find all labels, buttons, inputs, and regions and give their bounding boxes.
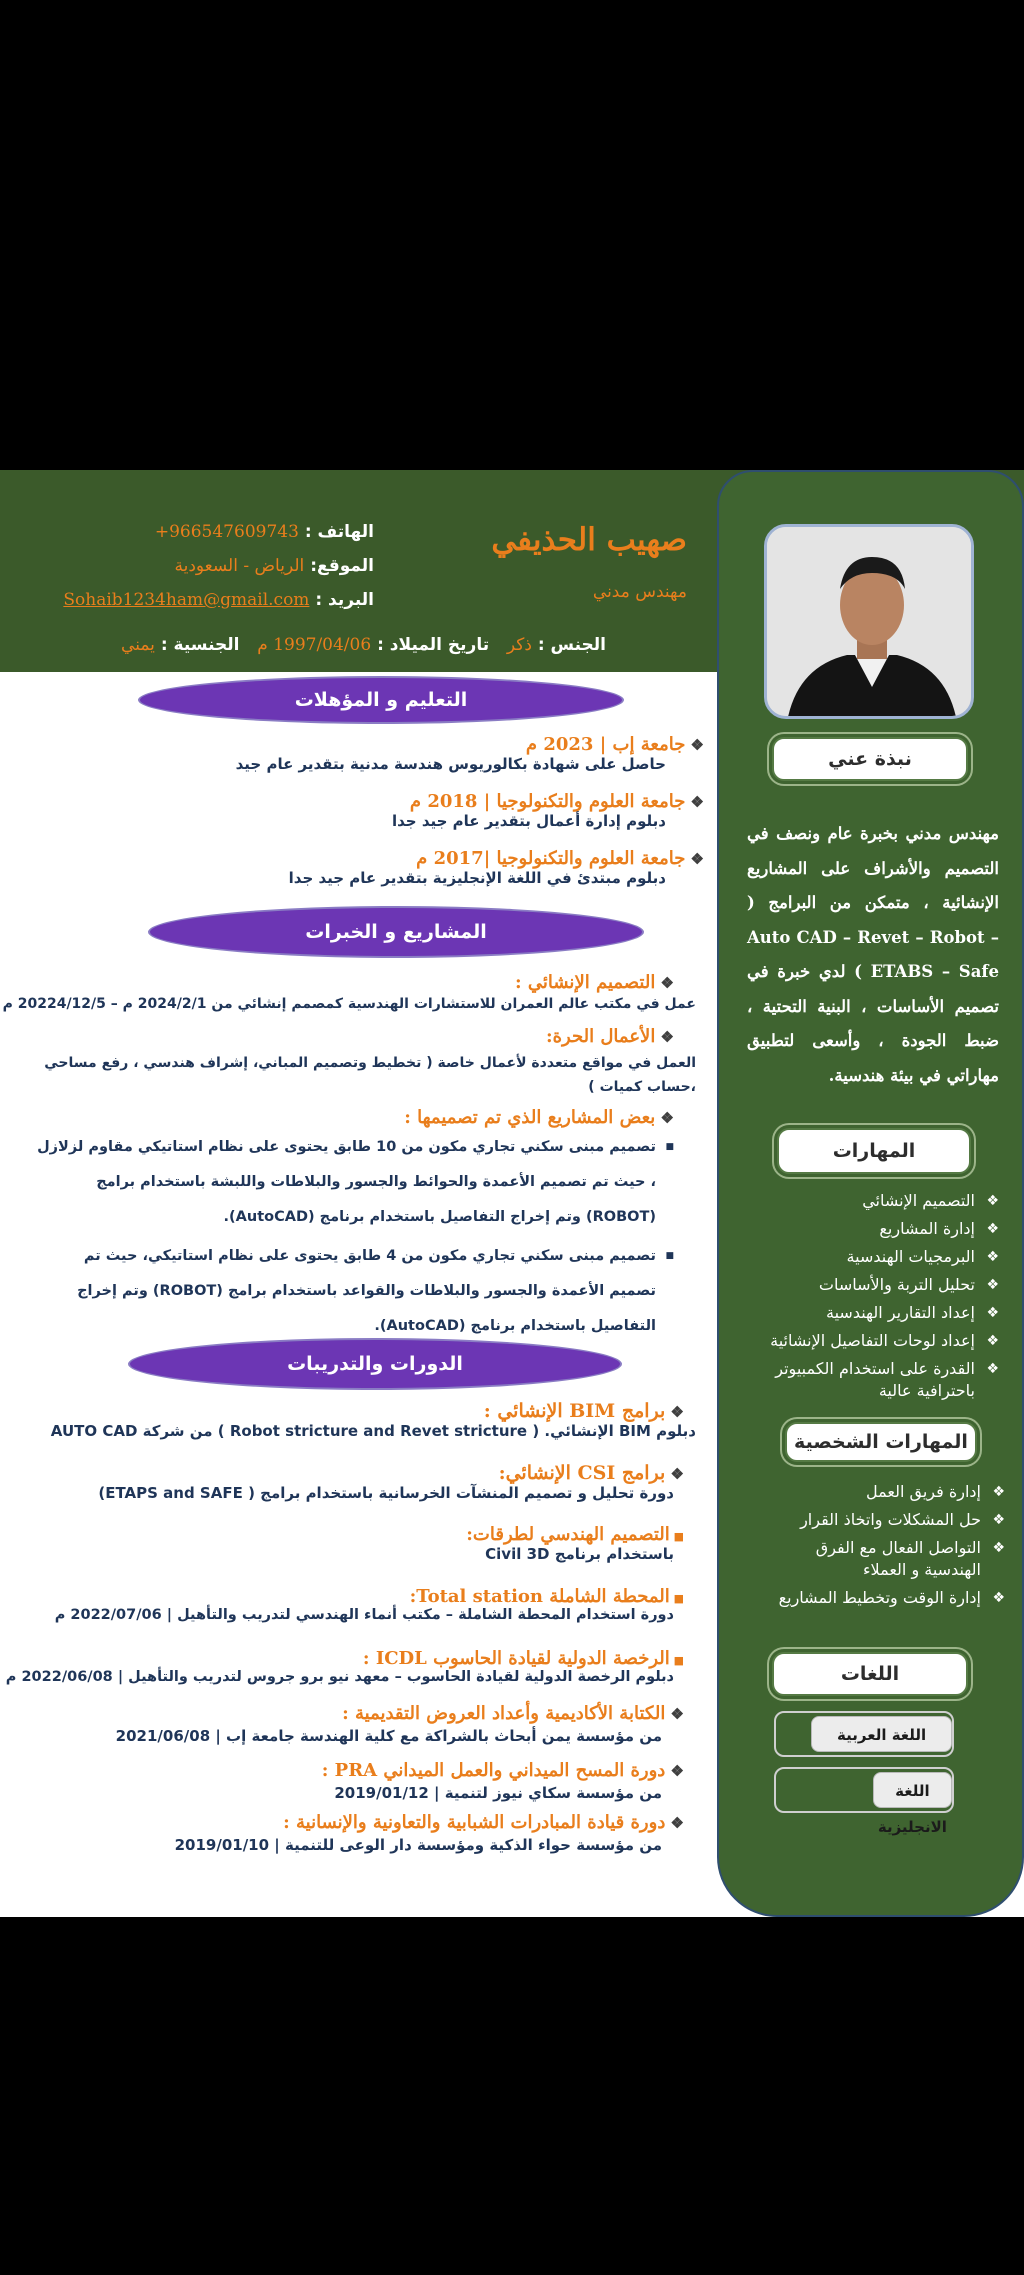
- soft-skill-item: ❖ حل المشكلات واتخاذ القرار: [755, 1509, 1005, 1531]
- courses-section-title: الدورات والتدريبات: [128, 1338, 622, 1390]
- structural-desc: عمل في مكتب عالم العمران للاستشارات الهندسية كمصمم إنشائي من 2024/2/1 م – 20224/12/5 م: [2, 996, 696, 1012]
- freelance-desc: العمل في مواقع متعددة لأعمال خاصة ( تخطيط وتصميم المباني، إشراف هندسي ، رفع مساحي ،حساب كميات ): [44, 1055, 696, 1095]
- course-item: ■ المحطة الشاملة Total station: دورة استخدام المحطة الشاملة – مكتب أنماء الهندسي لتدريب والتأهيل | 2022/07/06 م: [6, 1586, 684, 1648]
- resume-page: [0, 470, 1024, 1917]
- soft-skill-item: ❖ إدارة فريق العمل: [755, 1481, 1005, 1503]
- courses-list: [5, 1400, 696, 1864]
- personal-info-row: الجنس : ذكر تاريخ الميلاد : 1997/04/06 م الجنسية : يمني: [121, 635, 606, 655]
- freelance-title: ❖ الأعمال الحرة:: [3, 1026, 674, 1047]
- skill-item: ❖ إعداد لوحات التفاصيل الإنشائية: [749, 1330, 999, 1352]
- soft-skill-item: ❖ التواصل الفعال مع الفرق الهندسية و العملاء: [755, 1537, 1005, 1581]
- projects-title: ❖ بعض المشاريع الذي تم تصميمها :: [3, 1107, 674, 1128]
- project-item: ■ تصميم مبنى سكني تجاري مكون من 10 طابق يحتوى على نظام استاتيكي مقاوم لزلازل ، حيث تم تصميم الأعمدة والحوائط والجسور والبلاطات واللبشة باستخدام برامج (ROBOT) وتم إخراج التفاصيل باستخدام برنامج (AutoCAD).: [34, 1130, 674, 1235]
- skill-item: ❖ القدرة على استخدام الكمبيوتر باحترافية عالية: [749, 1358, 999, 1402]
- profile-photo: [764, 524, 974, 719]
- education-list: [236, 734, 704, 905]
- course-item: ■ التصميم الهندسي لطرقات: باستخدام برنامج Civil 3D: [6, 1524, 684, 1586]
- contact-location: الموقع: الرياض - السعودية: [174, 556, 374, 576]
- skill-item: ❖ البرمجيات الهندسية: [749, 1246, 999, 1268]
- email-link[interactable]: Sohaib1234ham@gmail.com: [63, 590, 310, 610]
- person-title: مهندس مدني: [592, 582, 687, 602]
- language-level-bar: اللغة العربية: [811, 1716, 952, 1752]
- education-item: ❖ جامعة العلوم والتكنولوجيا | 2018 م دبلوم إدارة أعمال بتقدير عام جيد جدا: [236, 791, 704, 848]
- course-item: ❖ الكتابة الأكاديمية وأعداد العروض التقديمية : من مؤسسة يمن أبحاث بالشراكة مع كلية الهندسة جامعة إب | 2021/06/08: [6, 1703, 684, 1760]
- experience-section-title: المشاريع و الخبرات: [148, 906, 644, 958]
- education-section-title: التعليم و المؤهلات: [138, 676, 624, 724]
- language-level-bar: اللغة الانجليزية: [873, 1772, 952, 1808]
- contact-phone: الهاتف : +966547609743: [154, 522, 374, 542]
- languages-title: اللغات: [772, 1652, 968, 1696]
- person-name: صهيب الحذيفي: [491, 522, 687, 558]
- structural-title: ❖ التصميم الإنشائي :: [3, 972, 674, 993]
- skill-item: ❖ إدارة المشاريع: [749, 1218, 999, 1240]
- language-arabic: [774, 1711, 954, 1757]
- about-text: مهندس مدني بخبرة عام ونصف في التصميم والأشراف على المشاريع الإنشائية ، متمكن من البرامج ( Auto CAD – Revet – Robot – ETABS – Safe ) لدي خبرة في تصميم الأساسات ، البنية التحتية ، ضبط الجودة ، وأسعى لتطبيق مهاراتي في بيئة هندسية.: [747, 824, 999, 1085]
- course-item: ❖ دورة المسح الميداني والعمل الميداني PRA : من مؤسسة سكاي نيوز لتنمية | 2019/01/12: [6, 1760, 684, 1812]
- soft-skill-item: ❖ إدارة الوقت وتخطيط المشاريع: [755, 1587, 1005, 1609]
- skills-list: [749, 1190, 999, 1408]
- course-item: ❖ برامج CSI الإنشائي: دورة تحليل و تصميم المنشآت الخرسانية باستخدام برامج ( ETAPS and SAFE): [6, 1462, 684, 1524]
- skills-title: المهارات: [777, 1128, 971, 1174]
- education-item: ❖ جامعة إب | 2023 م حاصل على شهادة بكالوريوس هندسة مدنية بتقدير عام جيد: [236, 734, 704, 791]
- course-item: ■ الرخصة الدولية لقيادة الحاسوب ICDL : دبلوم الرخصة الدولية لقيادة الحاسوب – معهد نيو برو جروس لتدريب والتأهيل | 2022/06/08 م: [6, 1648, 684, 1703]
- sidebar: [717, 470, 1024, 1917]
- skill-item: ❖ إعداد التقارير الهندسية: [749, 1302, 999, 1324]
- soft-skills-title: المهارات الشخصية: [785, 1422, 977, 1462]
- phone-value: +966547609743: [154, 522, 299, 542]
- skill-item: ❖ تحليل التربة والأساسات: [749, 1274, 999, 1296]
- course-item: ❖ برامج BIM الإنشائي : دبلوم BIM الإنشائي. ( Robot stricture and Revet stricture ) من شركة AUTO CAD: [6, 1400, 684, 1462]
- project-item: ■ تصميم مبنى سكني تجاري مكون من 4 طابق يحتوى على نظام استاتيكي، حيث تم تصميم الأعمدة والجسور والبلاطات والقواعد باستخدام برامج (ROBOT) وتم إخراج التفاصيل باستخدام برنامج (AutoCAD).: [34, 1239, 674, 1344]
- language-english: [774, 1767, 954, 1836]
- skill-item: ❖ التصميم الإنشائي: [749, 1190, 999, 1212]
- education-item: ❖ جامعة العلوم والتكنولوجيا |2017 م دبلوم مبتدئ في اللغة الإنجليزية بتقدير عام جيد جدا: [236, 848, 704, 905]
- course-item: ❖ دورة قيادة المبادرات الشبابية والتعاونية والإنسانية : من مؤسسة حواء الذكية ومؤسسة دار الوعى للتنمية | 2019/01/10: [6, 1812, 684, 1864]
- about-title: نبذة عني: [772, 737, 968, 781]
- contact-email: البريد : Sohaib1234ham@gmail.com: [63, 590, 374, 610]
- soft-skills-list: [755, 1481, 1005, 1615]
- experience-list: [2, 972, 696, 1344]
